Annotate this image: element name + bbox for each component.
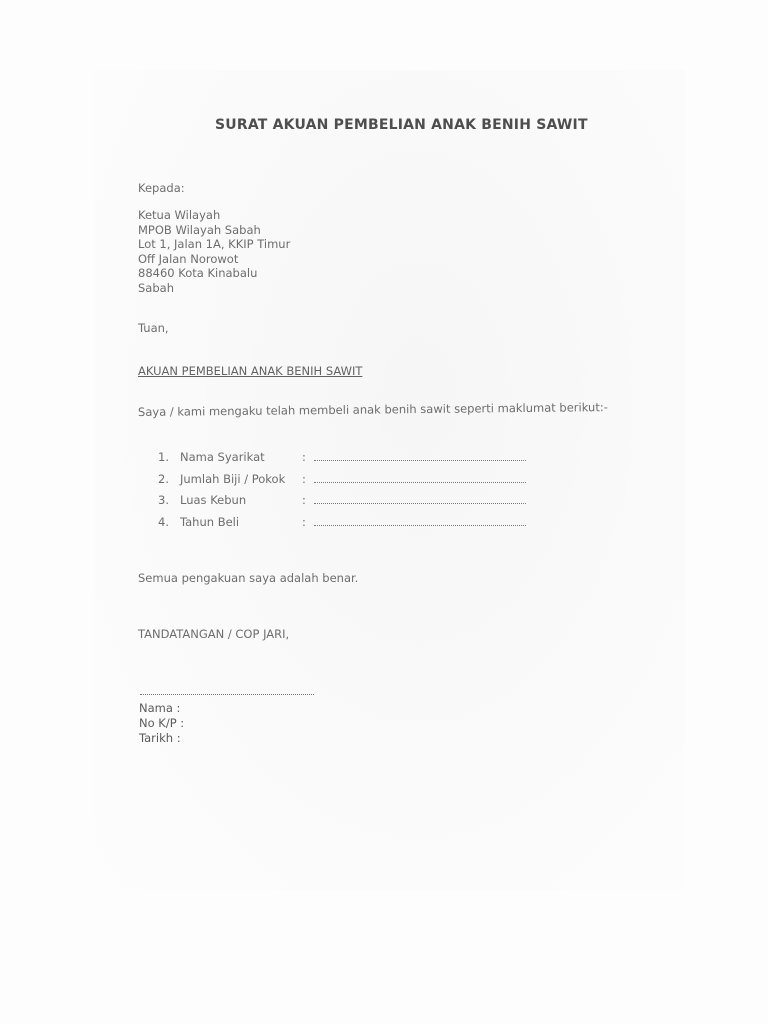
- item-label: Nama Syarikat: [180, 450, 265, 464]
- item-number: 4.: [158, 515, 169, 529]
- item-number: 2.: [158, 472, 169, 486]
- fill-in-line[interactable]: [314, 482, 526, 483]
- list-item-seed-quantity: [158, 472, 538, 488]
- item-label: Tahun Beli: [180, 515, 240, 529]
- address-line: Lot 1, Jalan 1A, KKIP Timur: [138, 237, 291, 251]
- recipient-heading: Kepada:: [138, 181, 185, 195]
- address-line: Sabah: [138, 280, 174, 295]
- subject-heading: AKUAN PEMBELIAN ANAK BENIH SAWIT: [138, 364, 363, 378]
- address-line: Ketua Wilayah: [138, 208, 221, 222]
- item-label: Luas Kebun: [180, 493, 247, 507]
- statement-text: Saya / kami mengaku telah membeli anak benih sawit seperti maklumat berikut:-: [137, 400, 608, 419]
- signature-heading: TANDATANGAN / COP JARI,: [138, 627, 290, 641]
- address-line: Off Jalan Norowot: [138, 251, 239, 266]
- recipient-address: [138, 208, 290, 295]
- address-line: 88460 Kota Kinabalu: [138, 266, 258, 280]
- list-item-company-name: [158, 450, 538, 466]
- item-label: Jumlah Biji / Pokok: [180, 472, 286, 486]
- fill-in-line[interactable]: [314, 503, 526, 504]
- fill-in-line[interactable]: [314, 460, 526, 461]
- signature-line[interactable]: [140, 694, 314, 695]
- document-title: SURAT AKUAN PEMBELIAN ANAK BENIH SAWIT: [215, 117, 588, 133]
- signature-ic-label: No K/P :: [139, 716, 185, 730]
- address-line: MPOB Wilayah Sabah: [138, 222, 261, 237]
- item-colon: :: [302, 493, 306, 507]
- item-number: 3.: [158, 493, 169, 507]
- list-item-purchase-year: [158, 515, 538, 531]
- salutation: Tuan,: [138, 321, 169, 335]
- item-colon: :: [302, 472, 306, 486]
- item-number: 1.: [158, 450, 169, 464]
- declaration-text: Semua pengakuan saya adalah benar.: [138, 571, 359, 585]
- fill-in-line[interactable]: [314, 525, 526, 526]
- signature-name-label: Nama :: [139, 701, 181, 715]
- signature-date-label: Tarikh :: [139, 731, 181, 745]
- item-colon: :: [302, 450, 306, 464]
- list-item-farm-area: [158, 493, 538, 509]
- item-colon: :: [302, 515, 306, 529]
